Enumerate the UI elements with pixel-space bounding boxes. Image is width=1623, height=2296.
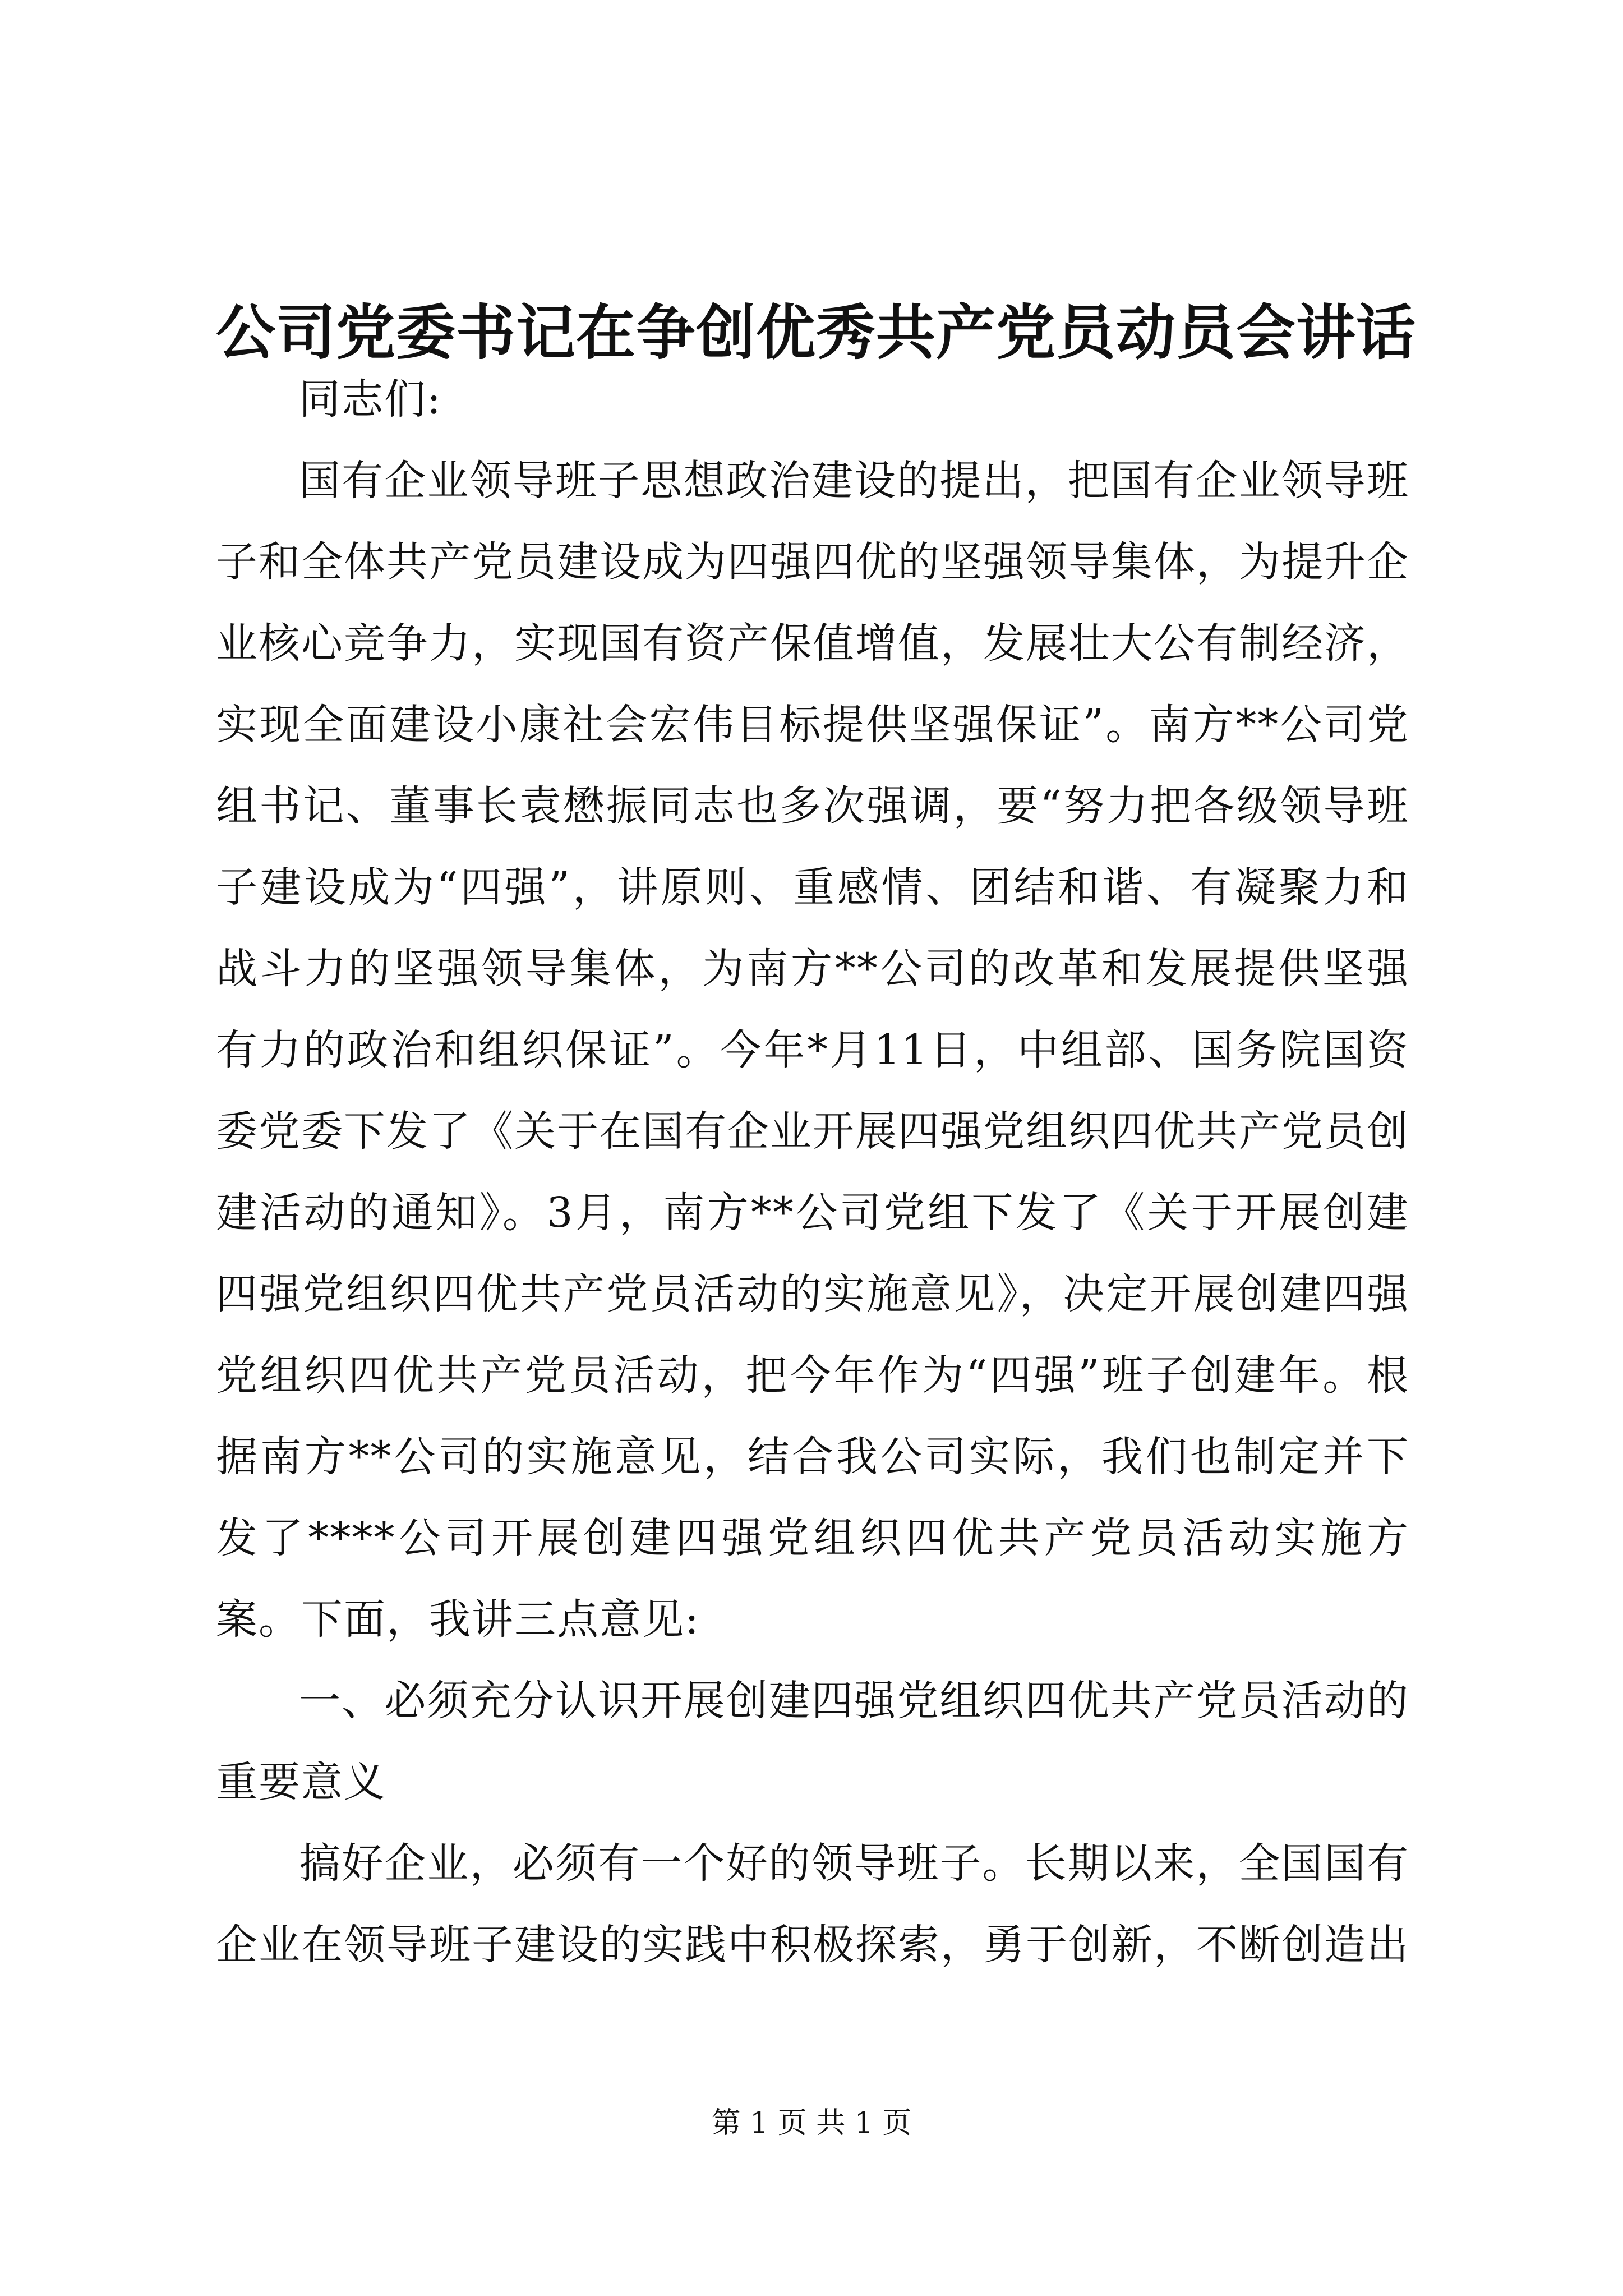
intro-paragraph: 国有企业领导班子思想政治建设的提出，把国有企业领导班子和全体共产党员建设成为四强四优的坚强领导集体，为提升企业核心竞争力，实现国有资产保值增值，发展壮大公有制经济，实现全面建设小康社会宏伟目标提供坚强保证”。南方**公司党组书记、董事长袁懋振同志也多次强调，要“努力把各级领导班子建设成为“四强”，讲原则、重感情、团结和谐、有凝聚力和战斗力的坚强领导集体，为南方**公司的改革和发展提供坚强有力的政治和组织保证”。今年*月11日，中组部、国务院国资委党委下发了《关于在国有企业开展四强党组织四优共产党员创建活动的通知》。3月，南方**公司党组下发了《关于开展创建四强党组织四优共产党员活动的实施意见》，决定开展创建四强党组织四优共产党员活动，把今年作为“四强”班子创建年。根据南方**公司的实施意见，结合我公司实际，我们也制定并下发了****公司开展创建四强党组织四优共产党员活动实施方案。下面，我讲三点意见: — [216, 457, 1409, 1644]
section-heading-1: 一、必须充分认识开展创建四强党组织四优共产党员活动的重要意义 — [216, 1677, 1409, 1806]
page-footer: 第 1 页 共 1 页 — [711, 2106, 912, 2140]
section-1-paragraph: 搞好企业，必须有一个好的领导班子。长期以来，全国国有企业在领导班子建设的实践中积极探索，勇于创新，不断创造出 — [216, 1839, 1409, 1969]
document-body — [216, 359, 1409, 1986]
salutation-paragraph: 同志们: — [299, 375, 442, 424]
document-title: 公司党委书记在争创优秀共产党员动员会讲话 — [216, 297, 1416, 367]
